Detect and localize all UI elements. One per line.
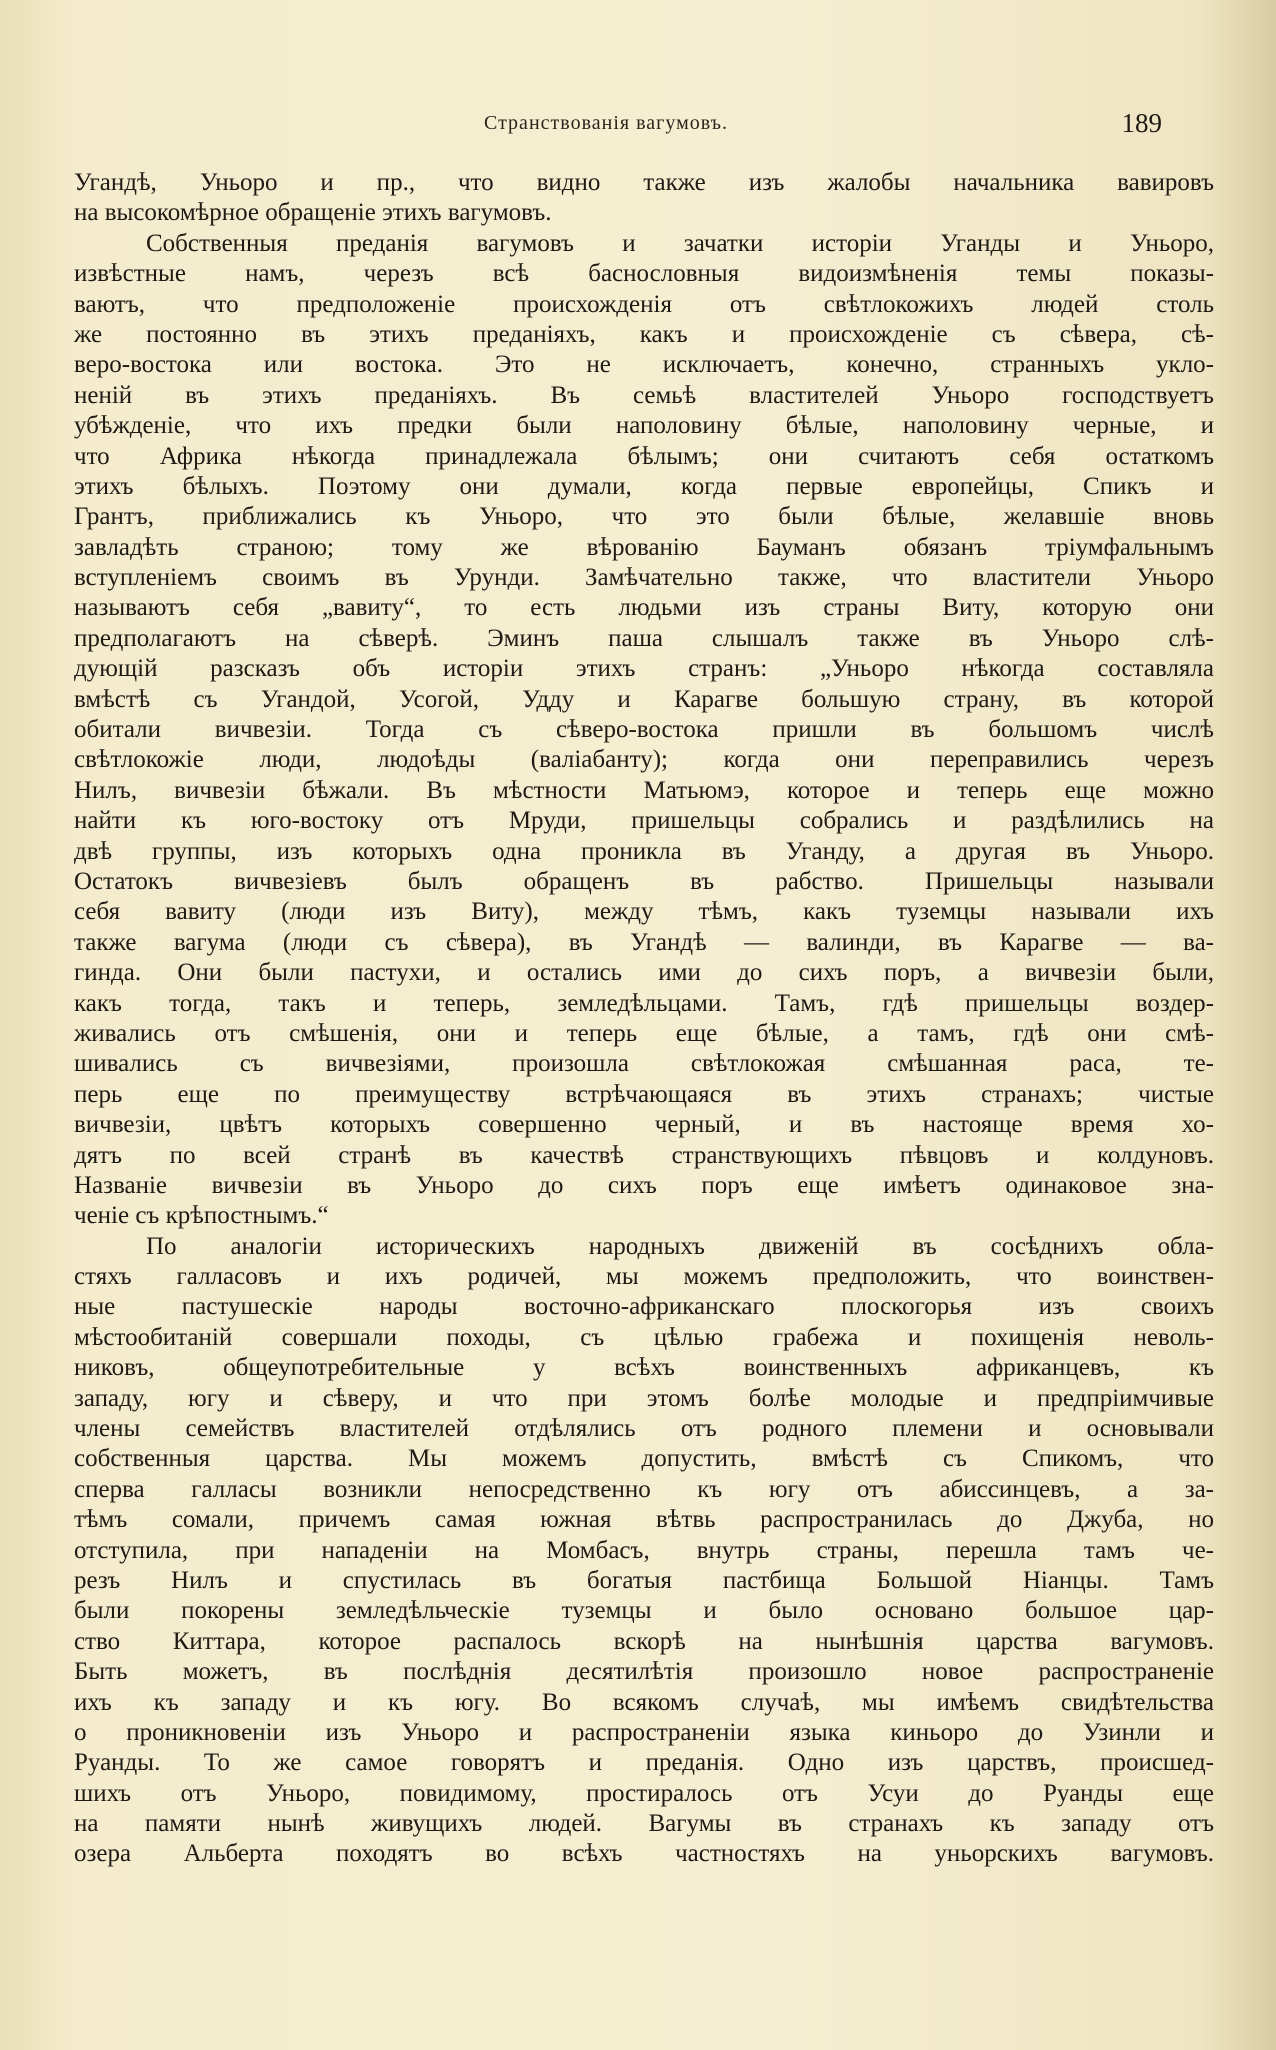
text-line: себя вавиту (люди изъ Виту), между тѣмъ, какъ туземцы называли ихъ xyxy=(74,898,1214,926)
text-line: Собственныя преданія вагумовъ и зачатки исторіи Уганды и Уньоро, xyxy=(146,229,1214,257)
text-line: дующій разсказъ объ исторіи этихъ странъ: „Уньоро нѣкогда составляла xyxy=(74,655,1214,683)
text-line: сперва галласы возникли непосредственно къ югу отъ абиссинцевъ, а за- xyxy=(74,1475,1214,1503)
text-line: же постоянно въ этихъ преданіяхъ, какъ и происхожденіе съ сѣвера, сѣ- xyxy=(74,320,1214,348)
text-line: завладѣть страною; тому же вѣрованію Бауманъ обязанъ тріумфальнымъ xyxy=(74,533,1214,561)
text-line: вмѣстѣ съ Угандой, Усогой, Удду и Карагве большую страну, въ которой xyxy=(74,685,1214,713)
body-text xyxy=(74,168,1214,1870)
text-line: Названіе вичвезіи въ Уньоро до сихъ поръ еще имѣетъ одинаковое зна- xyxy=(74,1171,1214,1199)
text-line: ство Киттара, которое распалось вскорѣ на нынѣшнія царства вагумовъ. xyxy=(74,1627,1214,1655)
text-line: резъ Нилъ и спустилась въ богатыя пастбища Большой Ніанцы. Тамъ xyxy=(74,1566,1214,1594)
text-line: Остатокъ вичвезіевъ былъ обращенъ въ рабство. Пришельцы называли xyxy=(74,867,1214,895)
text-line: шивались съ вичвезіями, произошла свѣтлокожая смѣшанная раса, те- xyxy=(74,1050,1214,1078)
text-line: веро-востока или востока. Это не исключаетъ, конечно, странныхъ укло- xyxy=(74,351,1214,379)
text-line: вичвезіи, цвѣтъ которыхъ совершенно черный, и въ настояще время хо- xyxy=(74,1111,1214,1139)
text-line: двѣ группы, изъ которыхъ одна проникла въ Уганду, а другая въ Уньоро. xyxy=(74,837,1214,865)
text-line: мѣстообитаній совершали походы, съ цѣлью грабежа и похищенія неволь- xyxy=(74,1323,1214,1351)
text-line: никовъ, общеупотребительные у всѣхъ воинственныхъ африканцевъ, къ xyxy=(74,1354,1214,1382)
text-line: вступленіемъ своимъ въ Урунди. Замѣчательно также, что властители Уньоро xyxy=(74,564,1214,592)
text-line: Грантъ, приближались къ Уньоро, что это были бѣлые, желавшіе вновь xyxy=(74,503,1214,531)
text-line: этихъ бѣлыхъ. Поэтому они думали, когда первые европейцы, Спикъ и xyxy=(74,472,1214,500)
text-line: стяхъ галласовъ и ихъ родичей, мы можемъ предположить, что воинствен- xyxy=(74,1263,1214,1291)
text-line: гинда. Они были пастухи, и остались ими до сихъ поръ, а вичвезіи были, xyxy=(74,959,1214,987)
text-line: шихъ отъ Уньоро, повидимому, простиралось отъ Усуи до Руанды еще xyxy=(74,1779,1214,1807)
text-line: ихъ къ западу и къ югу. Во всякомъ случаѣ, мы имѣемъ свидѣтельства xyxy=(74,1688,1214,1716)
text-line: перь еще по преимуществу встрѣчающаяся въ этихъ странахъ; чистые xyxy=(74,1080,1214,1108)
text-line: ченіе съ крѣпостнымъ.“ xyxy=(74,1202,329,1230)
text-line: собственныя царства. Мы можемъ допустить, вмѣстѣ съ Спикомъ, что xyxy=(74,1445,1214,1473)
text-line: тѣмъ сомали, причемъ самая южная вѣтвь распространилась до Джуба, но xyxy=(74,1506,1214,1534)
page-number: 189 xyxy=(1121,108,1162,138)
text-line: называютъ себя „вавиту“, то есть людьми изъ страны Виту, которую они xyxy=(74,594,1214,622)
text-line: Нилъ, вичвезіи бѣжали. Въ мѣстности Матьюмэ, которое и теперь еще можно xyxy=(74,776,1214,804)
text-line: ваютъ, что предположеніе происхожденія отъ свѣтлокожихъ людей столь xyxy=(74,290,1214,318)
text-line: предполагаютъ на сѣверѣ. Эминъ паша слышалъ также въ Уньоро слѣ- xyxy=(74,624,1214,652)
text-line: свѣтлокожіе люди, людоѣды (валіабанту); когда они переправились черезъ xyxy=(74,746,1214,774)
text-line: Руанды. То же самое говорятъ и преданія. Одно изъ царствъ, происшед- xyxy=(74,1749,1214,1777)
text-line: на высокомѣрное обращеніе этихъ вагумовъ. xyxy=(74,199,552,227)
page-header xyxy=(74,108,1212,148)
text-line: Быть можетъ, въ послѣднія десятилѣтія произошло новое распространеніе xyxy=(74,1658,1214,1686)
text-line: живались отъ смѣшенія, они и теперь еще бѣлые, а тамъ, гдѣ они смѣ- xyxy=(74,1019,1214,1047)
text-line: ные пастушескіе народы восточно-африканскаго плоскогорья изъ своихъ xyxy=(74,1293,1214,1321)
text-line: По аналогіи историческихъ народныхъ движеній въ сосѣднихъ обла- xyxy=(146,1232,1214,1260)
text-line: обитали вичвезіи. Тогда съ сѣверо-востока пришли въ большомъ числѣ xyxy=(74,716,1214,744)
text-line: на памяти нынѣ живущихъ людей. Вагумы въ странахъ къ западу отъ xyxy=(74,1810,1214,1838)
text-line: члены семействъ властителей отдѣлялись отъ родного племени и основывали xyxy=(74,1415,1214,1443)
running-head: Странствованія вагумовъ. xyxy=(484,112,729,134)
text-line: также вагума (люди съ сѣвера), въ Угандѣ — валинди, въ Карагве — ва- xyxy=(74,928,1214,956)
text-line: найти къ юго-востоку отъ Мруди, пришельцы собрались и раздѣлились на xyxy=(74,807,1214,835)
text-line: западу, югу и сѣверу, и что при этомъ болѣе молодые и предпріимчивые xyxy=(74,1384,1214,1412)
text-line: озера Альберта походятъ во всѣхъ частностяхъ на уньорскихъ вагумовъ. xyxy=(74,1840,1214,1868)
text-line: неній въ этихъ преданіяхъ. Въ семьѣ властителей Уньоро господствуетъ xyxy=(74,381,1214,409)
text-line: отступила, при нападеніи на Момбасъ, внутрь страны, перешла тамъ че- xyxy=(74,1536,1214,1564)
text-line: о проникновеніи изъ Уньоро и распространеніи языка киньоро до Узинли и xyxy=(74,1718,1214,1746)
text-line: были покорены земледѣльческіе туземцы и было основано большое цар- xyxy=(74,1597,1214,1625)
text-line: извѣстные намъ, черезъ всѣ баснословныя видоизмѣненія темы показы- xyxy=(74,260,1214,288)
text-line: Угандѣ, Уньоро и пр., что видно также изъ жалобы начальника вавировъ xyxy=(74,169,1214,196)
text-line: дятъ по всей странѣ въ качествѣ странствующихъ пѣвцовъ и колдуновъ. xyxy=(74,1141,1214,1169)
text-line: убѣжденіе, что ихъ предки были наполовину бѣлые, наполовину черные, и xyxy=(74,412,1214,440)
text-line: что Африка нѣкогда принадлежала бѣлымъ; они считаютъ себя остаткомъ xyxy=(74,442,1214,470)
text-line: какъ тогда, такъ и теперь, земледѣльцами. Тамъ, гдѣ пришельцы воздер- xyxy=(74,989,1214,1017)
